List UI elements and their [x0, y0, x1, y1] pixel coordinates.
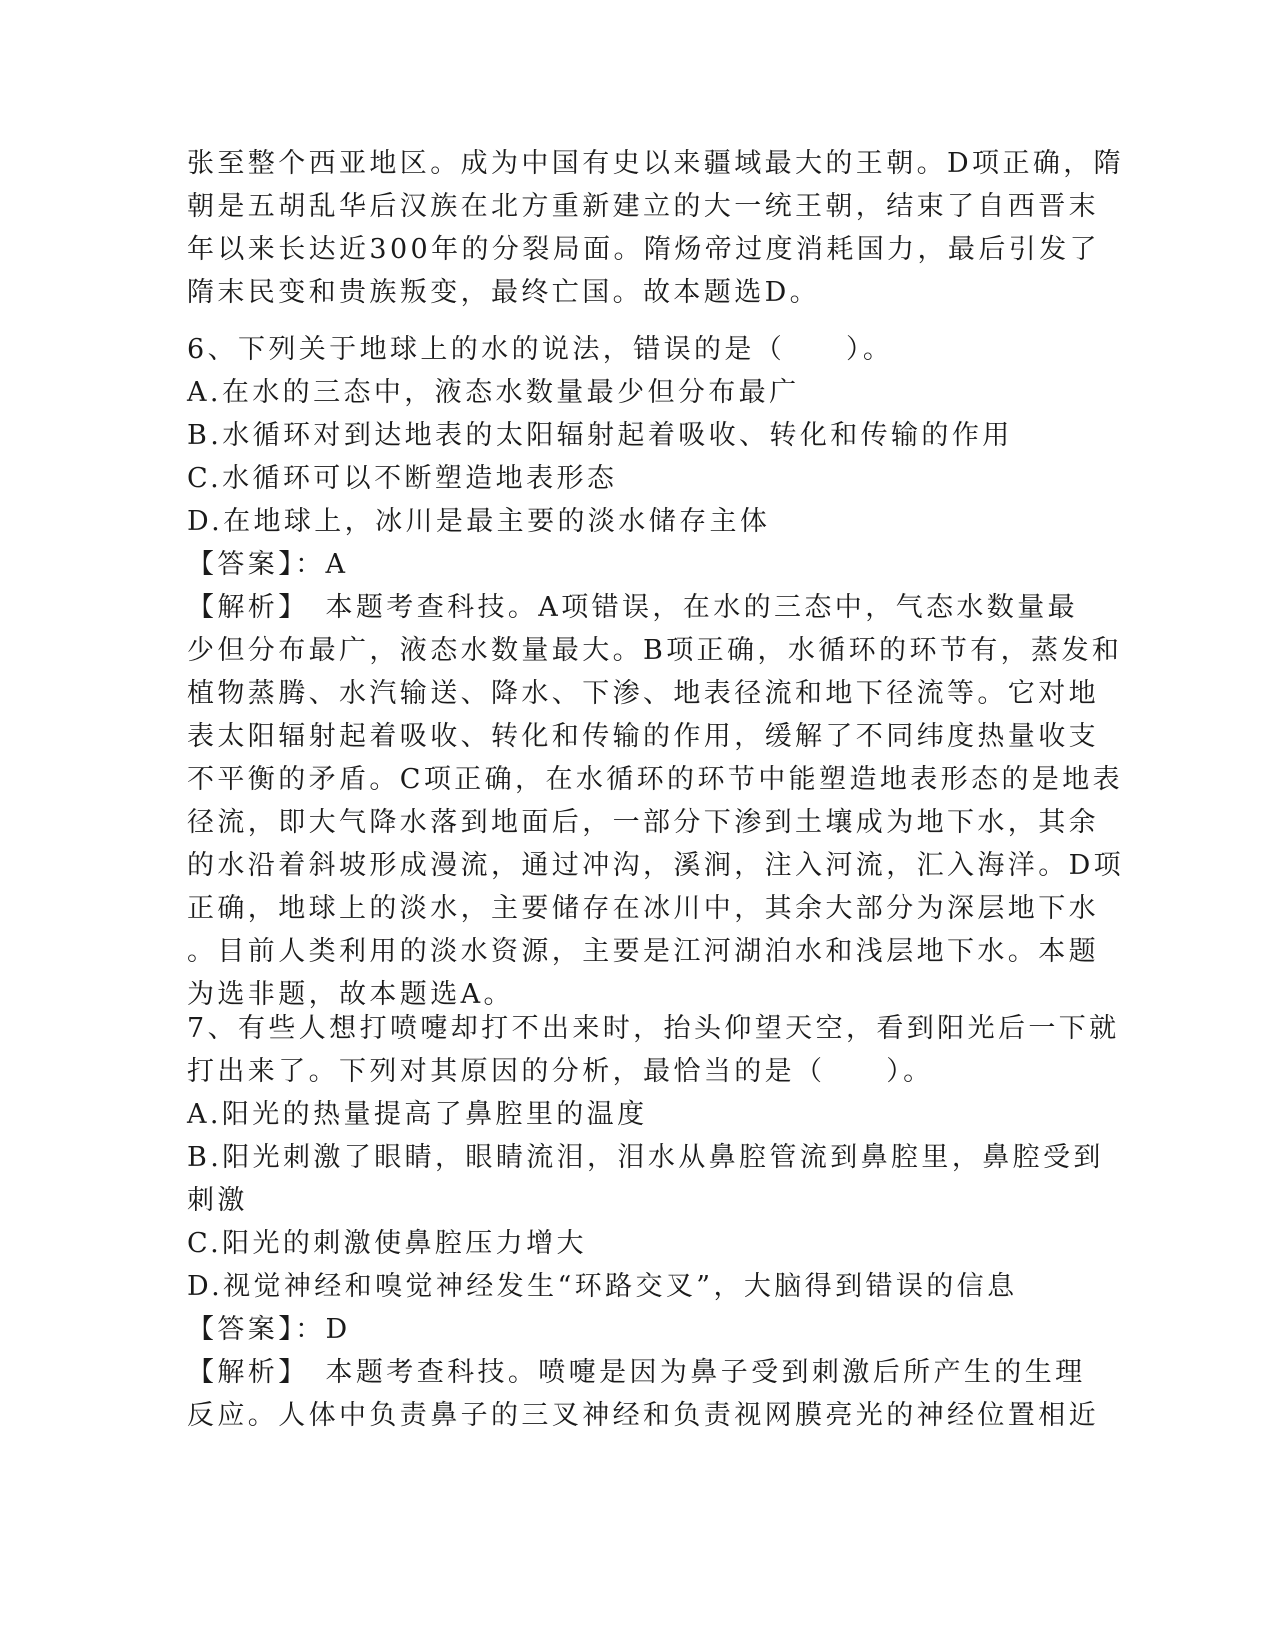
- analysis-line: 正确，地球上的淡水，主要储存在冰川中，其余大部分为深层地下水: [187, 893, 1099, 924]
- analysis-line: 表太阳辐射起着吸收、转化和传输的作用，缓解了不同纬度热量收支: [187, 721, 1099, 752]
- analysis-line: 反应。人体中负责鼻子的三叉神经和负责视网膜亮光的神经位置相近: [187, 1400, 1099, 1431]
- answer-line: 【答案】：D: [187, 1314, 351, 1345]
- question-stem: 6、下列关于地球上的水的说法，错误的是（ ）。: [187, 334, 894, 365]
- text-line: 年以来长达近300年的分裂局面。隋炀帝过度消耗国力，最后引发了: [187, 234, 1100, 265]
- analysis-line: 【解析】 本题考查科技。喷嚏是因为鼻子受到刺激后所产生的生理: [187, 1357, 1086, 1388]
- analysis-line: 少但分布最广，液态水数量最大。B项正确，水循环的环节有，蒸发和: [187, 635, 1123, 666]
- option-b-continued: 刺激: [187, 1185, 248, 1216]
- q5-explanation-continuation: [187, 142, 1125, 314]
- option-a: A.阳光的热量提高了鼻腔里的温度: [187, 1099, 648, 1130]
- analysis-line: 【解析】 本题考查科技。A项错误，在水的三态中，气态水数量最: [187, 592, 1078, 623]
- analysis-line: 。目前人类利用的淡水资源，主要是江河湖泊水和浅层地下水。本题: [187, 936, 1099, 967]
- analysis-line: 植物蒸腾、水汽输送、降水、下渗、地表径流和地下径流等。它对地: [187, 678, 1099, 709]
- question-6: [187, 328, 1125, 1016]
- answer-line: 【答案】：A: [187, 549, 349, 580]
- option-d: D.视觉神经和嗅觉神经发生“环路交叉”，大脑得到错误的信息: [187, 1271, 1018, 1302]
- option-a: A.在水的三态中，液态水数量最少但分布最广: [187, 377, 800, 408]
- option-c: C.阳光的刺激使鼻腔压力增大: [187, 1228, 587, 1259]
- option-b: B.阳光刺激了眼睛，眼睛流泪，泪水从鼻腔管流到鼻腔里，鼻腔受到: [187, 1142, 1104, 1173]
- analysis-line: 不平衡的矛盾。C项正确，在水循环的环节中能塑造地表形态的是地表: [187, 764, 1124, 795]
- analysis-line: 的水沿着斜坡形成漫流，通过冲沟，溪涧，注入河流，汇入海洋。D项: [187, 850, 1125, 881]
- question-7: [187, 1007, 1120, 1437]
- text-line: 张至整个西亚地区。成为中国有史以来疆域最大的王朝。D项正确，隋: [187, 148, 1125, 179]
- option-d: D.在地球上，冰川是最主要的淡水储存主体: [187, 506, 771, 537]
- analysis-line: 为选非题，故本题选A。: [187, 979, 514, 1010]
- text-line: 隋末民变和贵族叛变，最终亡国。故本题选D。: [187, 277, 821, 308]
- question-stem: 打出来了。下列对其原因的分析，最恰当的是（ ）。: [187, 1056, 934, 1087]
- option-b: B.水循环对到达地表的太阳辐射起着吸收、转化和传输的作用: [187, 420, 1013, 451]
- question-stem: 7、有些人想打喷嚏却打不出来时，抬头仰望天空，看到阳光后一下就: [187, 1013, 1120, 1044]
- analysis-line: 径流，即大气降水落到地面后，一部分下渗到土壤成为地下水，其余: [187, 807, 1099, 838]
- option-c: C.水循环可以不断塑造地表形态: [187, 463, 618, 494]
- text-line: 朝是五胡乱华后汉族在北方重新建立的大一统王朝，结束了自西晋末: [187, 191, 1099, 222]
